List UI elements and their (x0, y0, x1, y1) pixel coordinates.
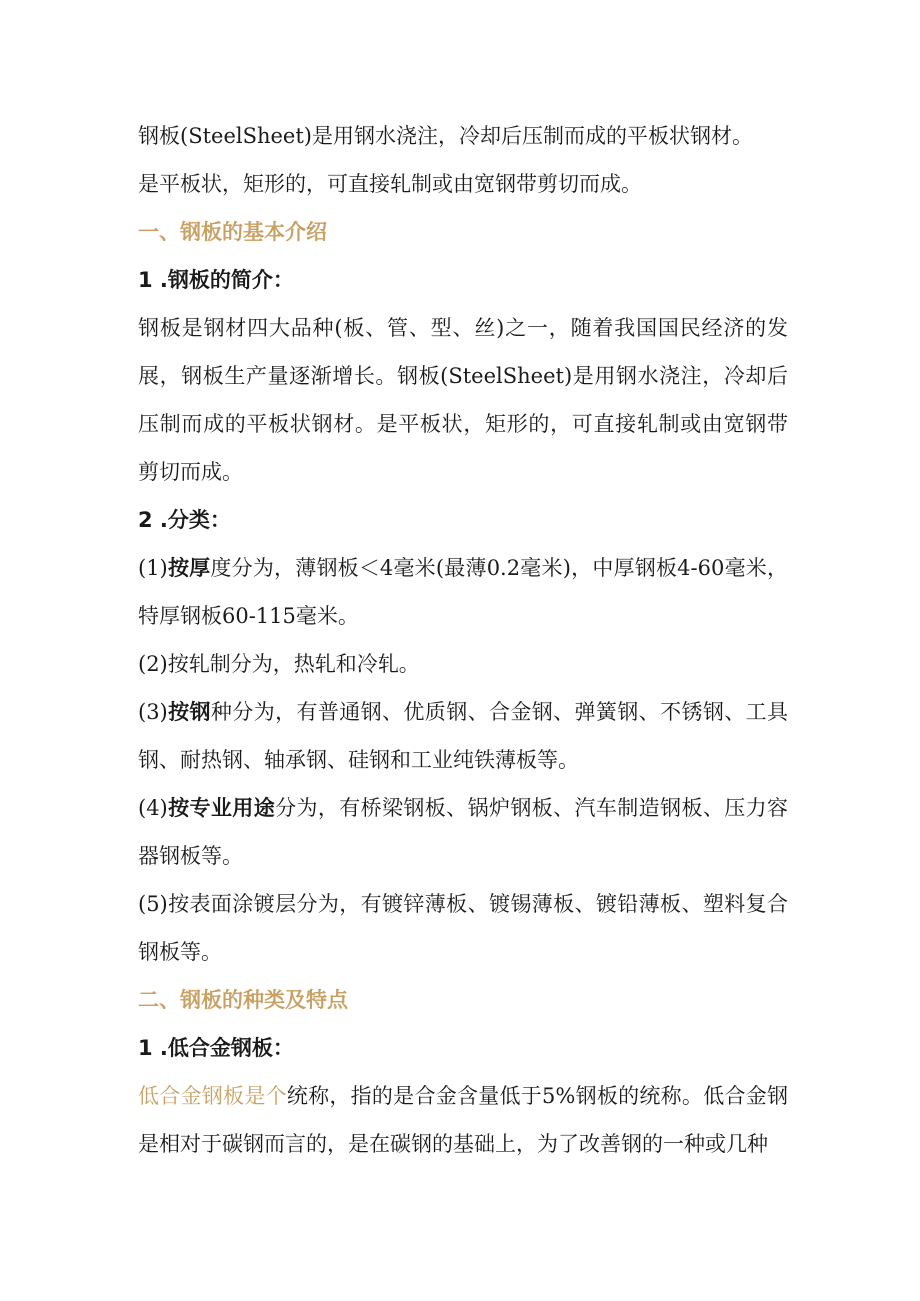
classification-item-5: (5)按表面涂镀层分为，有镀锌薄板、镀锡薄板、镀铅薄板、塑料复合钢板等。 (138, 892, 788, 964)
item-3-bold: 按钢 (167, 700, 211, 724)
item-1-bold: 按厚 (167, 556, 211, 580)
item-4-bold: 按专业用途 (167, 796, 276, 820)
item-3-prefix: (3) (138, 700, 168, 724)
subsection-intro-paragraph: 钢板是钢材四大品种(板、管、型、丝)之一，随着我国国民经济的发展，钢板生产量逐渐增长。钢板(SteelSheet)是用钢水浇注，冷却后压制而成的平板状钢材。是平板状，矩形的，可直接轧制或由宽钢带剪切而成。 (138, 316, 788, 484)
subsection-low-alloy-paragraph (138, 1072, 788, 1168)
document-body (138, 112, 788, 1168)
classification-item-2: (2)按轧制分为，热轧和冷轧。 (138, 652, 420, 676)
subsection-low-alloy-title: 1 .低合金钢板： (138, 1036, 294, 1060)
subsection-intro-title: 1 .钢板的简介： (138, 268, 294, 292)
item-4-text: 分为，有桥梁钢板、锅炉钢板、汽车制造钢板、压力容器钢板等。 (138, 796, 788, 868)
item-1-prefix: (1) (138, 556, 168, 580)
classification-item-3 (138, 688, 788, 784)
intro-line-2: 是平板状，矩形的，可直接轧制或由宽钢带剪切而成。 (138, 172, 642, 196)
section-1-title: 一、钢板的基本介绍 (138, 220, 327, 244)
item-3-text: 种分为，有普通钢、优质钢、合金钢、弹簧钢、不锈钢、工具钢、耐热钢、轴承钢、硅钢和工业纯铁薄板等。 (138, 700, 789, 772)
section-2-title: 二、钢板的种类及特点 (138, 988, 348, 1012)
item-1-text: 度分为，薄钢板＜4毫米(最薄0.2毫米)，中厚钢板4-60毫米，特厚钢板60-115毫米。 (138, 556, 788, 628)
classification-item-1 (138, 544, 788, 640)
subsection-classification-title: 2 .分类： (138, 508, 231, 532)
intro-line-1: 钢板(SteelSheet)是用钢水浇注，冷却后压制而成的平板状钢材。 (138, 124, 753, 148)
item-4-prefix: (4) (138, 796, 168, 820)
low-alloy-link-text: 低合金钢板是个 (138, 1084, 287, 1108)
low-alloy-text: 统称，指的是合金含量低于5%钢板的统称。低合金钢是相对于碳钢而言的，是在碳钢的基础上，为了改善钢的一种或几种 (138, 1084, 788, 1156)
classification-item-4 (138, 784, 788, 880)
